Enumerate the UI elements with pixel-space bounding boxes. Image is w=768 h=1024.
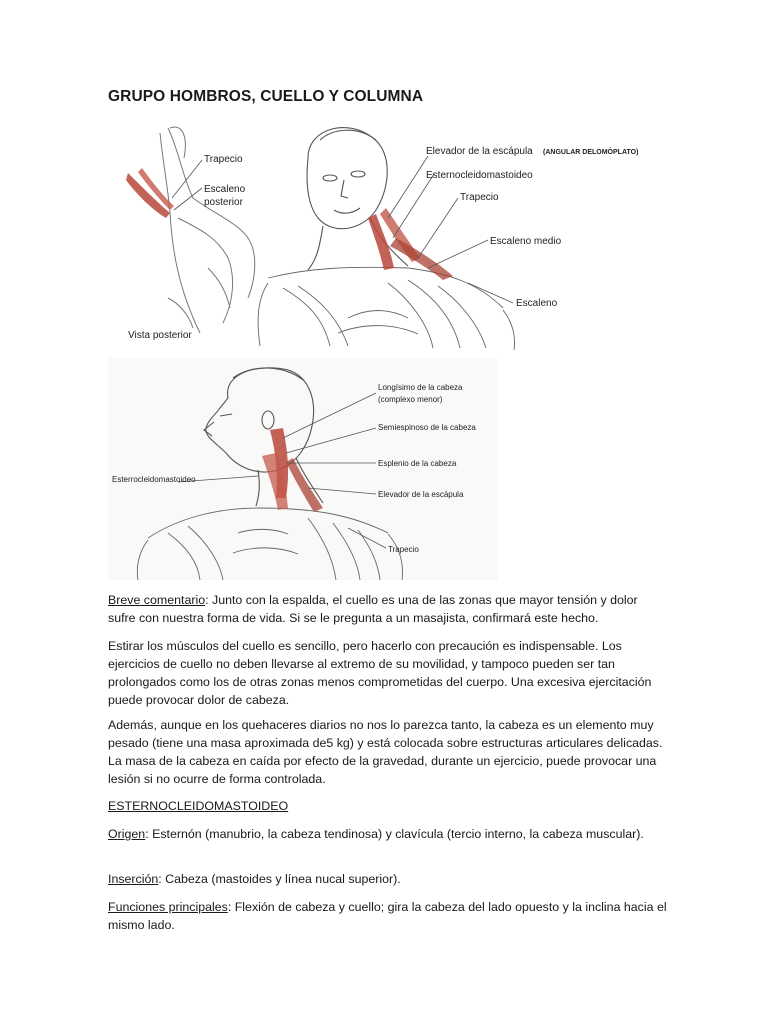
label-elevador-escapula: Elevador de la escápula [426, 146, 533, 157]
section-heading-esternocleidomastoideo: ESTERNOCLEIDOMASTOIDEO [108, 799, 289, 813]
origen-label: Origen [108, 827, 146, 841]
label-longisimo-line1: Longísimo de la cabeza [378, 383, 463, 392]
label-esternocleidomastoideo: Esternocleidomastoideo [426, 170, 533, 181]
label-esplenio: Esplenio de la cabeza [378, 459, 457, 468]
label-trapecio-right: Trapecio [460, 192, 499, 203]
label-escaleno: Escaleno [516, 298, 558, 309]
label-escaleno-medio: Escaleno medio [490, 236, 562, 247]
label-trapecio-left: Trapecio [204, 154, 243, 165]
origen-paragraph [108, 825, 668, 843]
neck-anatomy-figure-1 [108, 118, 668, 350]
label-elevador-escapula-lateral: Elevador de la escápula [378, 490, 464, 499]
anterior-head-illustration [307, 128, 408, 270]
label-escaleno-posterior-line2: posterior [204, 197, 243, 208]
funciones-label: Funciones principales [108, 900, 228, 914]
paragraph-ademas: Además, aunque en los quehaceres diarios no nos lo parezca tanto, la cabeza es un elemento muy pesado (tiene una masa aproximada de5 kg) y está colocada sobre estructuras articulares delicadas. La masa de la cabeza en caída por efecto de la gravedad, durante un ejercicio, puede provocar una lesión si no ocurre de forma controlada. [108, 718, 663, 786]
figure-2-drawing [108, 358, 498, 580]
posterior-leader-lines [172, 160, 202, 210]
page-title: GRUPO HOMBROS, CUELLO Y COLUMNA [108, 88, 424, 105]
label-angular-omoplato: (ANGULAR DELOMÓPLATO) [543, 149, 639, 156]
insercion-text: : Cabeza (mastoides y línea nucal superior). [158, 872, 401, 886]
breve-comentario-text: : Junto con la espalda, el cuello es una de las zonas que mayor tensión y dolor sufre con nuestra forma de vida. Si se le pregunta a un masajista, confirmará este hecho. [108, 593, 638, 625]
label-esterrocleidomastoideo: Esterrocleidomastoideo [112, 475, 196, 484]
label-trapecio-lateral: Trapecio [388, 545, 419, 554]
levator-scapulae-lateral-muscle [286, 458, 323, 512]
origen-text: : Esternón (manubrio, la cabeza tendinosa) y clavícula (tercio interno, la cabeza muscular). [145, 827, 644, 841]
funciones-text: : Flexión de cabeza y cuello; gira la cabeza del lado opuesto y la inclina hacia el mismo lado. [108, 900, 667, 932]
figure-1-drawing [108, 118, 668, 350]
insercion-paragraph [108, 870, 668, 888]
trapezius-muscle-anterior [390, 238, 453, 280]
anterior-torso-illustration [258, 267, 515, 350]
label-vista-posterior: Vista posterior [128, 330, 192, 341]
lateral-torso-illustration [137, 508, 402, 580]
breve-comentario-label: Breve comentario [108, 593, 206, 607]
label-escaleno-posterior-line1: Escaleno [204, 184, 246, 195]
neck-anatomy-figure-2 [108, 358, 498, 580]
paragraph-estirar: Estirar los músculos del cuello es sencillo, pero hacerlo con precaución es indispensable. Los ejercicios de cuello no deben llevarse al extremo de su movilidad, y tampoco pueden ser tan prolongados como los de otras zonas menos comprometidas del cuerpo. Una excesiva ejercitación puede provocar dolor de cabeza. [108, 639, 652, 707]
breve-comentario-paragraph [108, 591, 668, 627]
funciones-paragraph [108, 898, 668, 934]
label-longisimo-line2: (complexo menor) [378, 395, 443, 404]
insercion-label: Inserción [108, 872, 159, 886]
label-semiespinoso: Semiespinoso de la cabeza [378, 423, 476, 432]
